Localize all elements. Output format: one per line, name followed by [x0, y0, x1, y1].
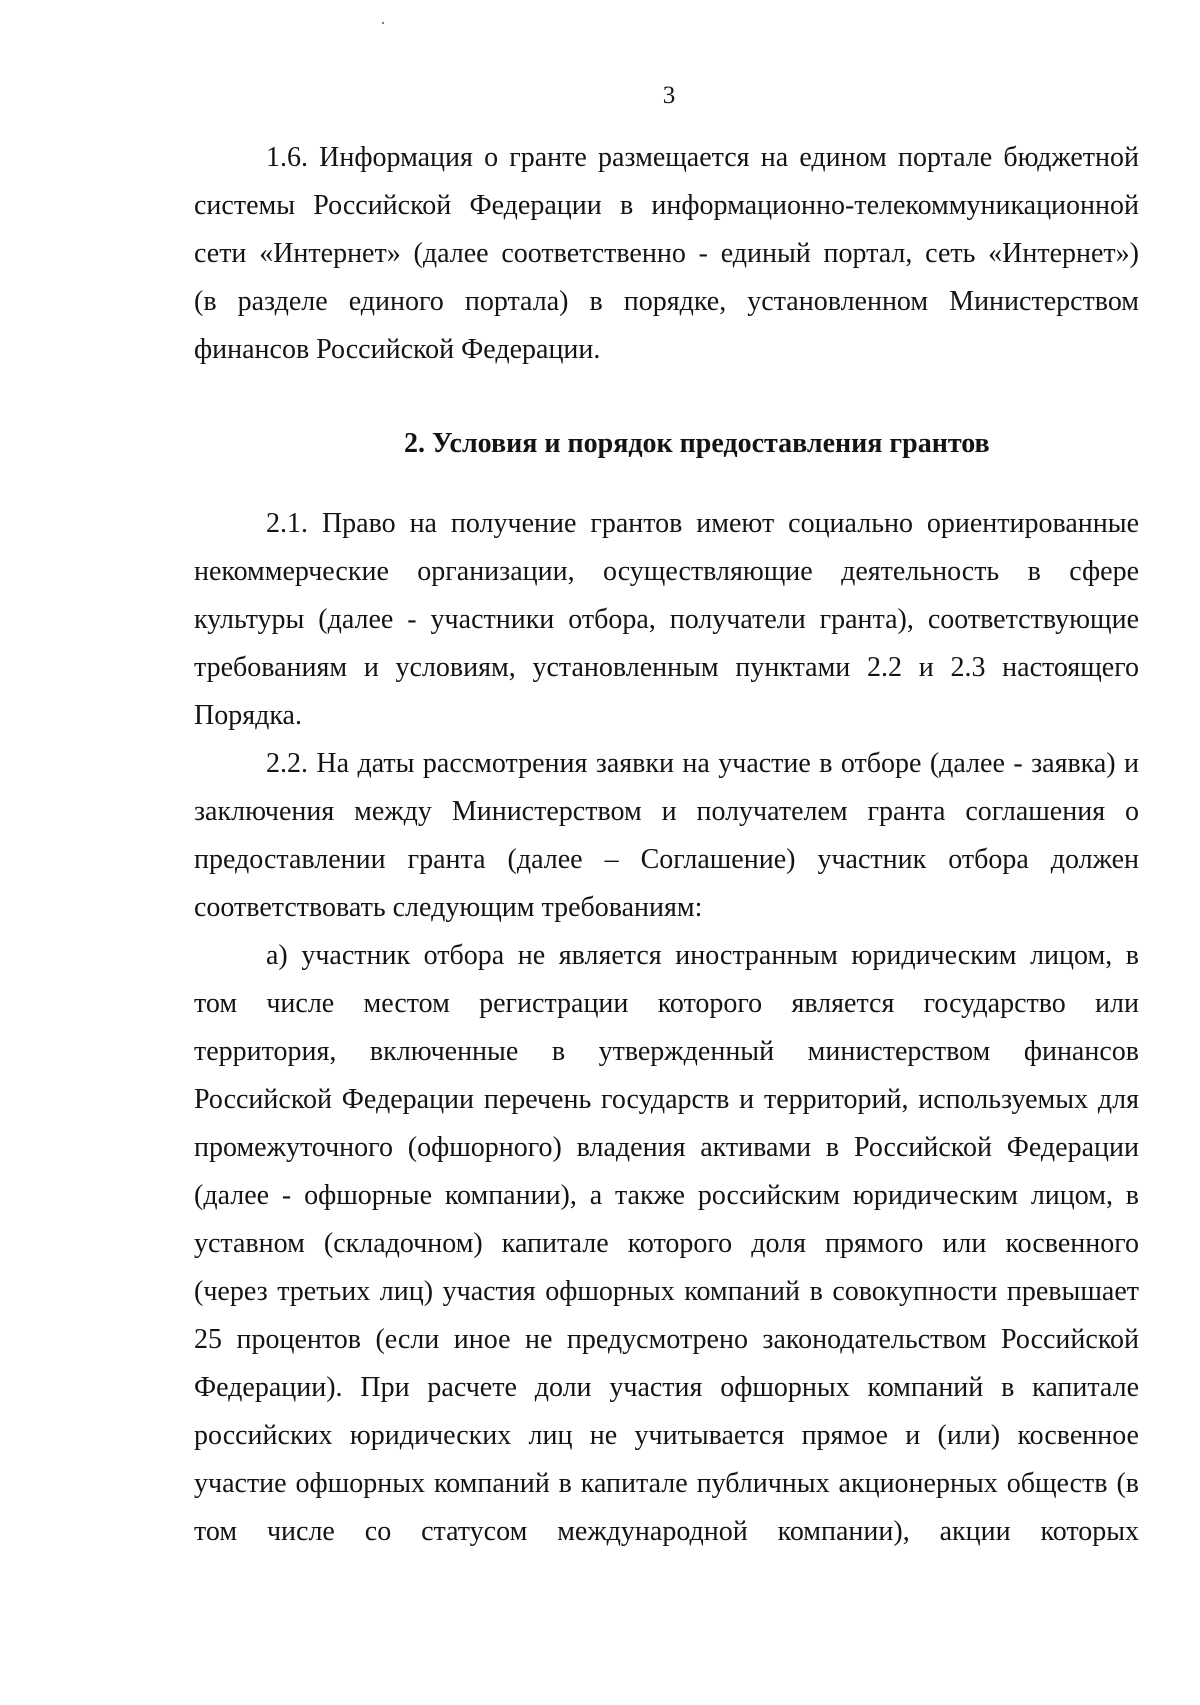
text-line: некоммерческие организации, осуществляющие деятельность в сфере [194, 556, 1139, 587]
text-line: 2.2. На даты рассмотрения заявки на участие в отборе (далее - заявка) и [266, 748, 1139, 779]
text-line: 1.6. Информация о гранте размещается на едином портале бюджетной [266, 142, 1139, 173]
paragraph-2-1 [194, 500, 1139, 740]
text-line: том числе со статусом международной компании), акции которых [194, 1516, 1139, 1547]
text-line: предоставлении гранта (далее – Соглашение) участник отбора должен [194, 844, 1139, 875]
text-line: соответствовать следующим требованиям: [194, 892, 703, 923]
text-line: культуры (далее - участники отбора, получатели гранта), соответствующие [194, 604, 1139, 635]
text-line: (далее - офшорные компании), а также российским юридическим лицом, в [194, 1180, 1139, 1211]
text-line: территория, включенные в утвержденный министерством финансов [194, 1036, 1139, 1067]
scan-speck [382, 22, 384, 24]
text-line: российских юридических лиц не учитывается прямое и (или) косвенное [194, 1420, 1139, 1451]
document-body [194, 134, 1139, 1556]
text-line: требованиям и условиям, установленным пунктами 2.2 и 2.3 настоящего [194, 652, 1139, 683]
page-number: 3 [662, 82, 676, 109]
text-line: Федерации). При расчете доли участия офшорных компаний в капитале [194, 1372, 1139, 1403]
text-line: уставном (складочном) капитале которого доля прямого или косвенного [194, 1228, 1139, 1259]
text-line: системы Российской Федерации в информационно-телекоммуникационной [194, 190, 1139, 221]
paragraph-2-2 [194, 740, 1139, 932]
paragraph-1-6 [194, 134, 1139, 374]
text-line: том числе местом регистрации которого является государство или [194, 988, 1139, 1019]
text-line: а) участник отбора не является иностранным юридическим лицом, в [266, 940, 1139, 971]
text-line: заключения между Министерством и получателем гранта соглашения о [194, 796, 1139, 827]
text-line: промежуточного (офшорного) владения активами в Российской Федерации [194, 1132, 1139, 1163]
section-heading: 2. Условия и порядок предоставления грантов [404, 428, 990, 459]
text-line: 2.1. Право на получение грантов имеют социально ориентированные [266, 508, 1139, 539]
text-line: Российской Федерации перечень государств и территорий, используемых для [194, 1084, 1139, 1115]
text-line: (в разделе единого портала) в порядке, установленном Министерством [194, 286, 1139, 317]
text-line: (через третьих лиц) участия офшорных компаний в совокупности превышает [194, 1276, 1139, 1307]
text-line: Порядка. [194, 700, 302, 731]
text-line: финансов Российской Федерации. [194, 334, 601, 365]
text-line: сети «Интернет» (далее соответственно - единый портал, сеть «Интернет») [194, 238, 1139, 269]
text-line: участие офшорных компаний в капитале публичных акционерных обществ (в [194, 1468, 1139, 1499]
paragraph-2-2-a [194, 932, 1139, 1556]
text-line: 25 процентов (если иное не предусмотрено законодательством Российской [194, 1324, 1139, 1355]
